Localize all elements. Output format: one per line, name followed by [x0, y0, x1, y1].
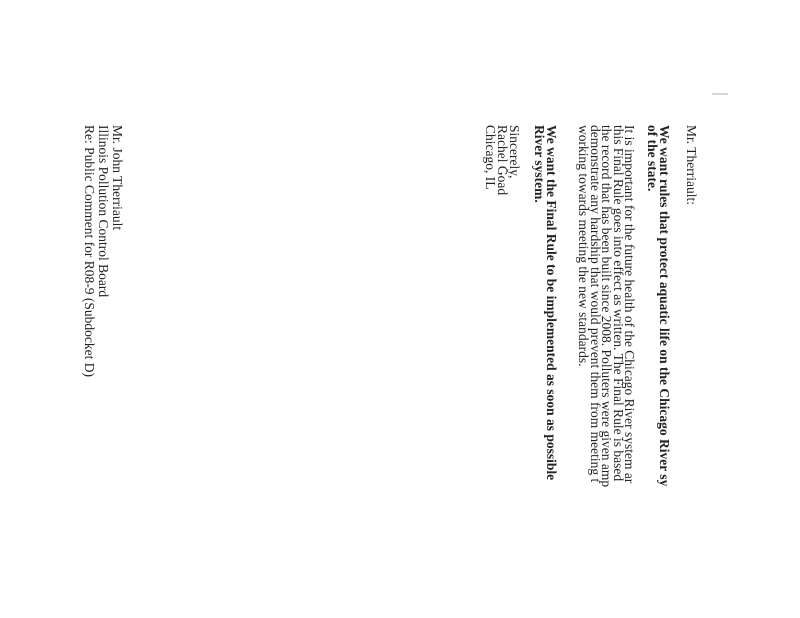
address-name: Mr. John Therriault	[110, 125, 125, 231]
paragraph-line-3: the record that has been built since 2008. Polluters were given amp	[599, 125, 615, 488]
body-paragraph	[578, 125, 635, 487]
closing-line-1: We want the Final Rule to be implemented as soon as possible	[544, 125, 559, 481]
heading-line-1: We want rules that protect aquatic life on the Chicago River sy	[657, 125, 672, 487]
paragraph-line-2: this Final Rule goes into effect as written. The Final Rule is based	[610, 125, 626, 482]
salutation: Mr. Therriault:	[684, 125, 699, 205]
signoff: Sincerely,	[507, 125, 522, 179]
paragraph-line-5: working towards meeting the new standards.	[576, 125, 592, 367]
address-org: Illinois Pollution Control Board	[96, 125, 111, 298]
scan-mark	[712, 93, 726, 95]
signer-name: Rachel Goad	[495, 125, 510, 196]
signer-city: Chicago, IL	[483, 125, 498, 190]
scan-mark-dot	[726, 93, 728, 95]
heading-line-2: of the state.	[645, 125, 660, 192]
paragraph-line-1: It is important for the future health of the Chicago River system ar	[622, 125, 637, 484]
paragraph-line-4: demonstrate any hardship that would prevent them from meeting t	[587, 125, 603, 483]
closing-line-2: River system.	[532, 125, 547, 203]
address-re: Re: Public Comment for R08-9 (Subdocket D)	[82, 125, 97, 377]
